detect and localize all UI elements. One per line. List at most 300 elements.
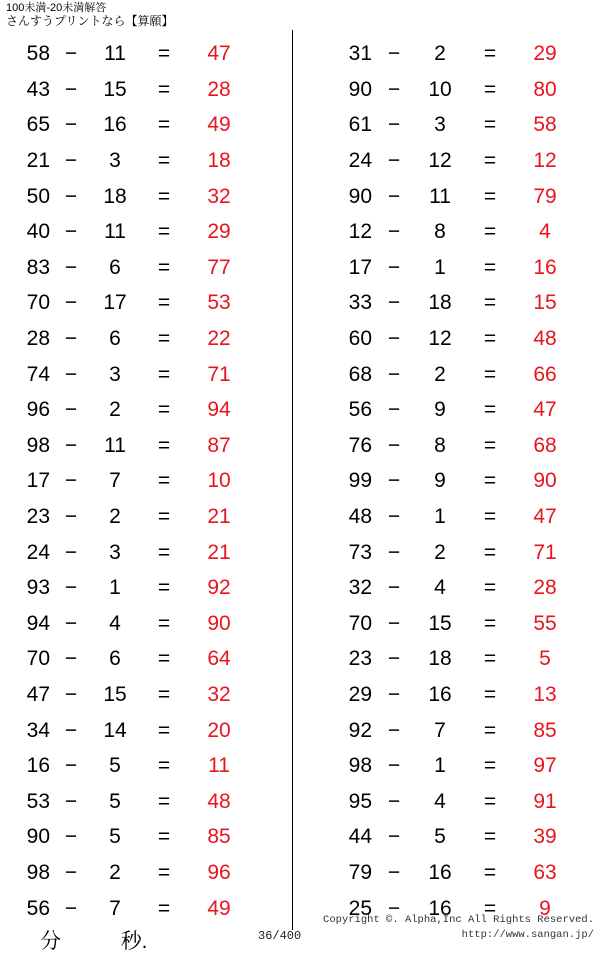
minus-operator: − [387,42,401,66]
problem-row [0,570,292,606]
minus-operator: − [64,291,78,315]
problem-row [0,250,292,286]
operand-second: 2 [109,398,121,422]
problem-row [292,499,600,535]
problem-row [0,72,292,108]
equals-operator: = [157,149,171,173]
minus-operator: − [64,789,78,813]
equals-operator: = [483,433,497,457]
problem-row [0,890,292,926]
problem-row [0,748,292,784]
operand-first: 61 [348,113,372,137]
problem-row [0,178,292,214]
operand-second: 5 [109,789,121,813]
answer-value: 80 [533,77,557,101]
problem-row [292,72,600,108]
worksheet-subtitle: さんすうプリントなら【算願】 [6,13,174,28]
answer-value: 53 [207,291,231,315]
equals-operator: = [157,825,171,849]
operand-second: 4 [109,611,121,635]
operand-second: 18 [103,184,127,208]
problem-row [292,392,600,428]
operand-first: 90 [348,77,372,101]
answer-value: 39 [533,825,557,849]
operand-second: 4 [434,576,446,600]
operand-second: 3 [109,149,121,173]
operand-second: 1 [434,255,446,279]
operand-second: 9 [434,398,446,422]
minus-operator: − [64,184,78,208]
operand-first: 25 [348,896,372,920]
operand-second: 15 [428,611,452,635]
minus-operator: − [64,825,78,849]
minus-operator: − [387,825,401,849]
equals-operator: = [483,77,497,101]
equals-operator: = [483,860,497,884]
equals-operator: = [157,896,171,920]
operand-first: 98 [348,754,372,778]
operand-first: 24 [26,540,50,564]
minus-operator: − [387,682,401,706]
operand-first: 68 [348,362,372,386]
operand-first: 40 [26,220,50,244]
operand-second: 8 [434,220,446,244]
operand-first: 17 [26,469,50,493]
problem-row [0,712,292,748]
minus-operator: − [387,184,401,208]
operand-second: 12 [428,327,452,351]
operand-first: 24 [348,149,372,173]
equals-operator: = [157,505,171,529]
operand-second: 8 [434,433,446,457]
minus-operator: − [64,682,78,706]
minus-operator: − [64,540,78,564]
minus-operator: − [64,255,78,279]
problem-row [0,606,292,642]
problem-row [0,641,292,677]
problem-row [292,641,600,677]
minus-operator: − [387,220,401,244]
equals-operator: = [157,789,171,813]
problem-row [292,819,600,855]
minus-operator: − [387,469,401,493]
worksheet-title: 100未満-20未満解答 [6,2,107,14]
minus-operator: − [387,718,401,742]
operand-first: 12 [348,220,372,244]
answer-value: 4 [539,220,551,244]
minus-operator: − [387,505,401,529]
equals-operator: = [157,754,171,778]
operand-second: 11 [104,220,126,244]
equals-operator: = [483,398,497,422]
operand-first: 33 [348,291,372,315]
answer-value: 68 [533,433,557,457]
equals-operator: = [483,825,497,849]
problem-row [292,250,600,286]
operand-second: 16 [428,860,452,884]
seconds-label: 秒. [120,930,148,953]
answer-value: 91 [533,789,557,813]
minus-operator: − [387,77,401,101]
problem-row [292,285,600,321]
minus-operator: − [387,611,401,635]
problem-row [292,36,600,72]
equals-operator: = [157,327,171,351]
equals-operator: = [157,184,171,208]
equals-operator: = [157,398,171,422]
minus-operator: − [64,718,78,742]
equals-operator: = [157,362,171,386]
equals-operator: = [483,647,497,671]
problem-row [292,428,600,464]
problem-row [0,534,292,570]
problem-row [0,783,292,819]
operand-first: 43 [26,77,50,101]
problem-row [0,36,292,72]
equals-operator: = [483,682,497,706]
equals-operator: = [157,42,171,66]
worksheet-header [6,2,174,28]
answer-value: 47 [207,42,231,66]
problem-row [0,392,292,428]
problem-row [292,606,600,642]
equals-operator: = [483,540,497,564]
operand-first: 47 [26,682,50,706]
answer-value: 63 [533,860,557,884]
equals-operator: = [157,682,171,706]
equals-operator: = [157,469,171,493]
operand-first: 90 [26,825,50,849]
operand-second: 11 [104,42,126,66]
answer-value: 85 [533,718,557,742]
answer-value: 12 [533,149,557,173]
operand-second: 6 [109,255,121,279]
operand-first: 98 [26,860,50,884]
minus-operator: − [387,789,401,813]
answer-value: 47 [533,398,557,422]
minus-operator: − [64,896,78,920]
operand-second: 4 [434,789,446,813]
problem-row [0,356,292,392]
equals-operator: = [483,291,497,315]
operand-second: 3 [109,540,121,564]
problem-row [292,748,600,784]
minus-operator: − [387,860,401,884]
answer-value: 90 [533,469,557,493]
minus-operator: − [64,647,78,671]
answer-value: 15 [533,291,557,315]
operand-second: 18 [428,647,452,671]
minus-operator: − [64,433,78,457]
problem-row [292,463,600,499]
problem-row [292,321,600,357]
equals-operator: = [483,505,497,529]
operand-second: 5 [434,825,446,849]
answer-value: 77 [207,255,231,279]
operand-first: 50 [26,184,50,208]
problem-row [0,214,292,250]
operand-first: 76 [348,433,372,457]
problem-row [0,819,292,855]
answer-value: 48 [533,327,557,351]
operand-first: 70 [348,611,372,635]
operand-first: 58 [26,42,50,66]
problem-row [0,428,292,464]
equals-operator: = [483,327,497,351]
minus-operator: − [387,113,401,137]
equals-operator: = [157,718,171,742]
operand-second: 11 [104,433,126,457]
answer-value: 9 [539,896,551,920]
minus-operator: − [387,433,401,457]
equals-operator: = [483,149,497,173]
minus-operator: − [387,255,401,279]
operand-first: 94 [26,611,50,635]
operand-first: 56 [348,398,372,422]
equals-operator: = [483,718,497,742]
operand-second: 15 [103,682,127,706]
equals-operator: = [483,896,497,920]
answer-value: 87 [207,433,231,457]
page-number: 36/400 [258,929,302,943]
answer-value: 21 [207,505,231,529]
equals-operator: = [483,184,497,208]
operand-first: 16 [26,754,50,778]
problem-row [292,677,600,713]
problem-row [0,499,292,535]
problem-column-left [0,36,292,926]
equals-operator: = [157,860,171,884]
answer-value: 47 [533,505,557,529]
answer-value: 16 [533,255,557,279]
answer-value: 18 [207,149,231,173]
copyright-text: Copyright ©. Alpha,Inc All Rights Reserved. [323,913,594,926]
operand-second: 2 [434,362,446,386]
equals-operator: = [483,789,497,813]
copyright-block [323,913,594,943]
operand-first: 23 [26,505,50,529]
answer-value: 94 [207,398,231,422]
answer-value: 71 [533,540,557,564]
minus-operator: − [64,220,78,244]
operand-second: 1 [434,505,446,529]
answer-value: 20 [207,718,231,742]
operand-second: 3 [109,362,121,386]
answer-value: 85 [207,825,231,849]
operand-second: 14 [103,718,127,742]
operand-first: 96 [26,398,50,422]
operand-second: 12 [428,149,452,173]
operand-second: 16 [428,896,452,920]
operand-first: 60 [348,327,372,351]
operand-first: 74 [26,362,50,386]
minus-operator: − [64,576,78,600]
operand-second: 16 [103,113,127,137]
operand-second: 5 [109,825,121,849]
answer-value: 79 [533,184,557,208]
problem-row [0,285,292,321]
problem-row [0,855,292,891]
minus-operator: − [387,896,401,920]
answer-value: 49 [207,896,231,920]
answer-value: 29 [533,42,557,66]
minus-operator: − [64,77,78,101]
problem-row [292,534,600,570]
answer-value: 11 [208,754,230,778]
problem-row [292,356,600,392]
minutes-label: 分 [40,930,61,953]
minus-operator: − [387,540,401,564]
operand-second: 10 [428,77,452,101]
equals-operator: = [483,220,497,244]
equals-operator: = [157,255,171,279]
problem-row [292,783,600,819]
equals-operator: = [483,611,497,635]
website-url[interactable]: http://www.sangan.jp/ [461,928,594,941]
operand-second: 1 [109,576,121,600]
problem-row [292,712,600,748]
equals-operator: = [157,647,171,671]
operand-first: 31 [348,42,372,66]
operand-first: 73 [348,540,372,564]
operand-second: 1 [434,754,446,778]
answer-value: 21 [207,540,231,564]
operand-second: 7 [109,896,121,920]
operand-first: 53 [26,789,50,813]
problem-column-right [292,36,600,926]
operand-second: 2 [109,860,121,884]
answer-value: 32 [207,184,231,208]
operand-first: 21 [26,149,50,173]
operand-first: 44 [348,825,372,849]
equals-operator: = [157,433,171,457]
operand-first: 17 [348,255,372,279]
equals-operator: = [483,754,497,778]
minus-operator: − [64,327,78,351]
equals-operator: = [157,220,171,244]
problem-row [0,321,292,357]
minus-operator: − [387,327,401,351]
minus-operator: − [64,860,78,884]
problem-columns [0,36,600,926]
operand-first: 95 [348,789,372,813]
problem-row [292,107,600,143]
operand-second: 2 [109,505,121,529]
operand-first: 29 [348,682,372,706]
operand-second: 16 [428,682,452,706]
operand-second: 15 [103,77,127,101]
answer-value: 58 [533,113,557,137]
operand-second: 17 [103,291,127,315]
minus-operator: − [387,291,401,315]
answer-value: 28 [207,77,231,101]
operand-first: 23 [348,647,372,671]
operand-first: 83 [26,255,50,279]
answer-value: 66 [533,362,557,386]
operand-second: 6 [109,647,121,671]
minus-operator: − [64,398,78,422]
answer-value: 64 [207,647,231,671]
minus-operator: − [387,647,401,671]
operand-second: 2 [434,42,446,66]
operand-second: 3 [434,113,446,137]
answer-value: 71 [207,362,231,386]
minus-operator: − [387,398,401,422]
equals-operator: = [157,291,171,315]
operand-second: 2 [434,540,446,564]
equals-operator: = [157,540,171,564]
operand-second: 7 [109,469,121,493]
operand-first: 99 [348,469,372,493]
operand-first: 56 [26,896,50,920]
answer-value: 90 [207,611,231,635]
problem-row [292,178,600,214]
equals-operator: = [483,255,497,279]
operand-first: 70 [26,291,50,315]
minus-operator: − [64,611,78,635]
operand-first: 32 [348,576,372,600]
operand-first: 90 [348,184,372,208]
operand-second: 11 [429,184,451,208]
answer-value: 55 [533,611,557,635]
minus-operator: − [64,754,78,778]
minus-operator: − [387,149,401,173]
operand-second: 7 [434,718,446,742]
answer-value: 32 [207,682,231,706]
equals-operator: = [483,113,497,137]
equals-operator: = [483,42,497,66]
answer-value: 22 [207,327,231,351]
problem-row [0,463,292,499]
answer-value: 5 [539,647,551,671]
equals-operator: = [157,113,171,137]
answer-value: 10 [207,469,231,493]
answer-value: 48 [207,789,231,813]
problem-row [292,855,600,891]
operand-first: 70 [26,647,50,671]
operand-second: 9 [434,469,446,493]
minus-operator: − [64,149,78,173]
answer-value: 13 [533,682,557,706]
operand-second: 5 [109,754,121,778]
problem-row [0,677,292,713]
minus-operator: − [387,754,401,778]
minus-operator: − [64,362,78,386]
operand-second: 6 [109,327,121,351]
operand-first: 93 [26,576,50,600]
equals-operator: = [483,469,497,493]
problem-row [292,214,600,250]
minus-operator: − [64,113,78,137]
problem-row [0,107,292,143]
equals-operator: = [157,611,171,635]
answer-value: 49 [207,113,231,137]
operand-first: 98 [26,433,50,457]
problem-row [0,143,292,179]
answer-value: 97 [533,754,557,778]
answer-value: 92 [207,576,231,600]
operand-first: 48 [348,505,372,529]
equals-operator: = [483,362,497,386]
equals-operator: = [157,77,171,101]
operand-first: 28 [26,327,50,351]
minus-operator: − [387,576,401,600]
operand-first: 34 [26,718,50,742]
time-record-row [40,925,148,955]
equals-operator: = [157,576,171,600]
equals-operator: = [483,576,497,600]
answer-value: 96 [207,860,231,884]
